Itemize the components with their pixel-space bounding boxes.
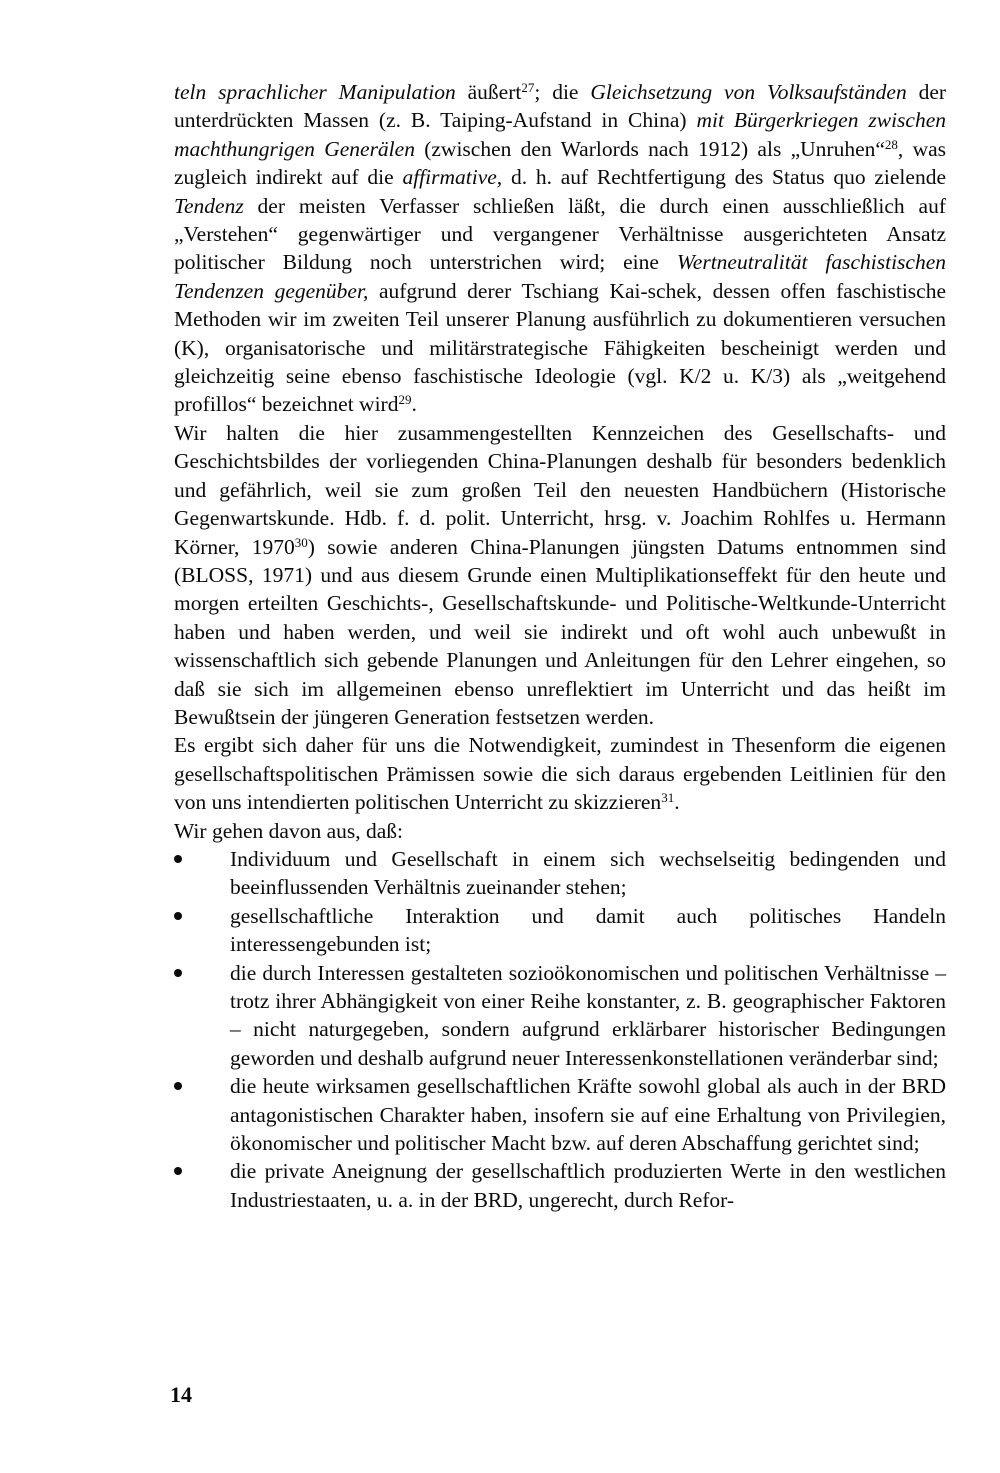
text-run: aufgrund derer Tschiang Kai-schek, dessen offen faschistische Methoden wir im zweiten Teil unserer Planung ausführlich zu dokumentieren versuchen (K), organisatorische und militärstrategische Fähigkeiten bescheinigt werden und gleichzeitig seine ebenso faschistische Ideologie (vgl. K/2 u. K/3) als „weitgehend profillos“ bezeichnet wird: [174, 278, 946, 417]
text-run: ; die: [534, 80, 591, 104]
list-item: [174, 902, 946, 959]
italic-text: affirmative,: [402, 165, 503, 190]
footnote-ref: 27: [521, 80, 535, 95]
footnote-ref: 31: [661, 790, 675, 806]
bullet-dot-icon: [174, 1082, 182, 1090]
footnote-ref: 28: [884, 136, 898, 152]
text-run: ) sowie anderen China-Planungen jüngsten Datums entnommen sind (BLOSS, 1971) und aus diesem Grunde einen Multiplikationseffekt für den heute und morgen erteilten Geschichts-, Gesellschaftskunde- und Politische-Weltkunde-Unterricht haben und haben werden, und weil sie indirekt und oft wohl auch unbewußt in wissenschaftlich sich gebende Planungen und Anleitungen für den Lehrer eingehen, so daß sie sich im allgemeinen ebenso unreflektiert im Unterricht und das heißt im Bewußtsein der jüngeren Generation festsetzen werden.: [174, 534, 946, 729]
list-item: [174, 1157, 946, 1214]
text-run: Es ergibt sich daher für uns die Notwendigkeit, zumindest in Thesenform die eigenen gesellschaftspolitischen Prämissen sowie die sich daraus ergebenden Leitlinien für den von uns intendierten politischen Unterricht zu skizzieren: [174, 733, 946, 815]
text-run: .: [674, 790, 680, 815]
text-run: (zwischen den Warlords nach 1912) als „Unruhen“: [414, 136, 885, 161]
text-run: Wir halten die hier zusammengestellten Kennzeichen des Gesellschafts- und Geschichtsbildes der vorliegenden China-Planungen deshalb für besonders bedenklich und gefährlich, weil sie zum großen Teil den neuesten Handbüchern (Historische Gegenwartskunde. Hdb. f. d. polit. Unterricht, hrsg. v. Joachim Rohlfes u. Hermann Körner, 1970: [174, 420, 946, 559]
list-item-text: Individuum und Gesellschaft in einem sich wechselseitig bedingenden und beeinflussenden Verhältnis zueinander stehen;: [230, 846, 946, 900]
italic-text: mit Bürgerkriegen zwischen machthungrigen Generälen: [174, 108, 947, 161]
thesis-list: [174, 845, 946, 1214]
text-run: äußert: [455, 80, 522, 104]
list-item: [174, 845, 946, 902]
list-item-text: die durch Interessen gestalteten sozioökonomischen und politischen Verhältnisse – trotz ihrer Abhängigkeit von einer Reihe konstanter, z. B. geographischer Faktoren – nicht naturgegeben, sondern aufgrund erklärbarer historischer Bedingungen geworden und deshalb aufgrund neuer Interessenkonstellationen veränderbar sind;: [230, 960, 946, 1070]
italic-text: Tendenz: [174, 193, 244, 218]
page-number: 14: [170, 1382, 192, 1407]
paragraph-3: [174, 731, 946, 816]
body-text: [174, 78, 946, 1214]
list-item-text: gesellschaftliche Interaktion und damit auch politisches Handeln interessengebunden ist;: [230, 903, 946, 957]
list-item: [174, 959, 946, 1073]
italic-text: teln sprachlicher Manipulation: [174, 80, 456, 104]
italic-text: Wertneutralität faschistischen Tendenzen gegenüber,: [174, 250, 947, 303]
footnote-ref: 30: [294, 534, 308, 550]
intro-line: Wir gehen davon aus, daß:: [174, 818, 403, 843]
list-item-text: die private Aneignung der gesellschaftlich produzierten Werte in den westlichen Industriestaaten, u. a. in der BRD, ungerecht, durch Refor-: [230, 1159, 946, 1212]
paragraph-2: [174, 419, 946, 731]
italic-text: Gleichsetzung von Volksaufständen: [590, 80, 907, 104]
text-run: .: [411, 392, 417, 417]
text-run: der meisten Verfasser schließen läßt, die durch einen ausschließlich auf „Verstehen“ gegenwärtiger und vergangener Verhältnisse ausgerichteten Ansatz politischer Bildung noch unterstrichen wird; eine: [174, 193, 946, 275]
paragraph-1: [174, 78, 946, 419]
list-item: [174, 1072, 946, 1157]
bullet-dot-icon: [174, 1167, 182, 1175]
list-item-text: die heute wirksamen gesellschaftlichen Kräfte sowohl global als auch in der BRD antagonistischen Charakter haben, insofern sie auf eine Erhaltung von Privilegien, ökonomischer und politischer Macht bzw. auf deren Abschaffung gerichtet sind;: [230, 1074, 946, 1156]
bullet-dot-icon: [174, 912, 182, 920]
text-run: der unterdrückten Massen (z. B. Taiping-Aufstand in China): [174, 80, 947, 133]
bullet-dot-icon: [174, 855, 182, 863]
footnote-ref: 29: [398, 392, 412, 408]
text-run: , was zugleich indirekt auf die: [174, 136, 947, 190]
bullet-dot-icon: [174, 969, 182, 977]
text-run: d. h. auf Rechtfertigung des Status quo zielende: [502, 165, 946, 190]
